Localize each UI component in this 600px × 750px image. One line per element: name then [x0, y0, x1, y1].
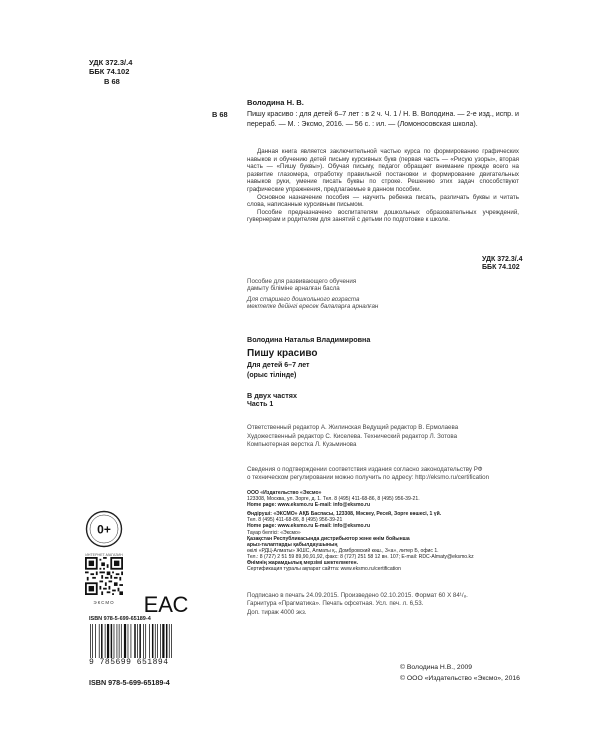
age-rating-icon: [85, 510, 123, 548]
bbk-line: ББК 74.102: [89, 67, 130, 77]
publisher-line: Home page: www.eksmo.ru E-mail: info@eksmo.ru: [247, 523, 371, 530]
barcode-bar: [139, 624, 141, 658]
eac-label: ЕАС: [143, 592, 189, 617]
barcode-bar: [166, 624, 168, 658]
barcode-bar: [157, 624, 158, 658]
publisher-line: арыз-талаптарды қабылдаушының: [247, 541, 338, 548]
kz-note-line: Пособие для развивающего обучения: [247, 278, 357, 285]
publisher-line: Қазақстан Республикасында дистрибьютор және өнiм бойынша: [247, 535, 410, 542]
barcode-bar: [162, 624, 164, 658]
publisher-line: Өнiмнiң жарамдылық мерзiмi шектелмеген.: [247, 560, 358, 567]
publisher-line: ООО «Издательство «Эксмо»: [247, 490, 322, 496]
publisher-line: Home page: www.eksmo.ru E-mail: info@eksmo.ru: [247, 502, 371, 509]
barcode-bar: [101, 624, 103, 658]
qr-code-icon[interactable]: [85, 557, 123, 595]
barcode-bar: [143, 624, 144, 658]
publisher-line: 123308, Москва, ул. Зорге, д. 1. Тел. 8 (495) 411-68-86, 8 (495) 956-39-21.: [247, 496, 420, 503]
qr-brand: ЭКСМО: [93, 600, 115, 605]
qr-label: ИНТЕРНЕТ-МАГАЗИН: [85, 553, 123, 557]
publisher-line: өкiлi «РДЦ-Алматы» ЖШС, Алматы қ., Домбровский көш., 3«а», литер Б, офис 1.: [247, 547, 439, 554]
barcode-bar: [114, 624, 115, 658]
isbn-barcode-label: ISBN 978-5-699-65189-4: [89, 616, 151, 622]
print-line: Подписано в печать 24.09.2015. Произведено 02.10.2015. Формат 60 X 84¹/₈.: [247, 592, 468, 599]
barcode-bar: [119, 624, 120, 658]
udc-right-block: [482, 256, 523, 273]
editor-line: Художественный редактор С. Киселева. Технический редактор Л. Зотова: [247, 432, 458, 440]
udc-line: УДК 372.3/.4: [89, 58, 133, 67]
publisher-line: Тел. 8 (495) 411-68-86, 8 (495) 956-39-21: [247, 517, 343, 524]
barcode-bar: [160, 624, 161, 658]
eac-mark-icon: [143, 592, 189, 617]
author-full-name: Володина Наталья Владимировна: [247, 335, 371, 344]
barcode-bar: [111, 624, 113, 658]
author-sign: В 68: [212, 110, 228, 119]
print-info: [247, 592, 547, 617]
kz-note-2: [247, 296, 447, 311]
book-title: Пишу красиво: [247, 348, 318, 359]
bib-author: Володина Н. В.: [247, 98, 304, 107]
barcode-icon: [89, 624, 185, 658]
barcode-bar: [107, 624, 109, 658]
kz-note-line: Для старшего дошкольного возраста: [247, 296, 360, 303]
barcode-bar: [152, 624, 154, 658]
publisher-line: Өндiрушi: «ЭКСМО» АҚБ Баспасы, 123308, Мәскеу, Ресей, Зорге көшесi, 1 үй.: [247, 511, 442, 518]
publisher-line: Сертификация туралы ақпарат сайтта: www.eksmo.ru/certification: [247, 566, 401, 573]
qr-block: [85, 553, 123, 605]
certification-note: [247, 466, 547, 481]
copyright-line: © ООО «Издательство «Эксмо», 2016: [400, 675, 520, 682]
barcode-bar: [155, 624, 156, 658]
cert-line: о техническом регулировании можно получить по адресу: http://eksmo.ru/certification: [247, 473, 490, 481]
barcode-bar: [149, 624, 150, 658]
barcode-bar: [117, 624, 118, 658]
barcode-bar: [137, 624, 138, 658]
barcode-number: 9 785699 651894: [89, 658, 169, 667]
barcode-bar: [134, 624, 136, 658]
kz-note-1: [247, 278, 447, 293]
age-rating-label: 0+: [97, 522, 111, 537]
book-language: (орыс тiлiнде): [247, 372, 297, 379]
barcode-bar: [124, 624, 126, 658]
barcode-bar: [95, 624, 96, 658]
abstract-paragraph: Основное назначение пособия — научить ребенка писать, различать буквы и читать слова, написанные курсивным письмом.: [247, 193, 519, 209]
editors-credits: [247, 424, 547, 450]
barcode-bar: [171, 624, 172, 658]
publisher-info: [247, 490, 522, 572]
kz-note-line: дамыту бiлiмiне арналған басла: [247, 285, 340, 293]
barcode-bar: [121, 624, 122, 658]
isbn: ISBN 978-5-699-65189-4: [89, 678, 170, 687]
part-number: Часть 1: [247, 401, 274, 408]
copyright-line: © Володина Н.В., 2009: [400, 664, 473, 671]
barcode-bar: [169, 624, 170, 658]
barcode-bar: [99, 624, 100, 658]
editor-line: Ответственный редактор А. Жилинская Ведущий редактор В. Ермолаева: [247, 424, 459, 431]
parts-label: В двух частях: [247, 391, 297, 400]
editor-line: Компьютерная верстка Л. Кузьминова: [247, 441, 357, 449]
abstract-paragraph: Данная книга является заключительной частью курса по формированию графических навыков и обучению детей письму курсивных букв (первая часть — «Рисую узоры», вторая часть — «Пишу буквы»). Обучая письму, педагог обращает внимание прежде всего на развитие глазомера, отработку правильной постановки и формирование двигательных навыков руки, умение писать буквы по строке. Решению этих задач способствуют графические упражнения, предлагаемые в данном пособии.: [247, 148, 519, 193]
abstract: [247, 148, 519, 224]
bib-description: Пишу красиво : для детей 6–7 лет : в 2 ч. Ч. 1 / Н. В. Володина. — 2-е изд., испр. и перераб. — М. : Эксмо, 2016. — 56 с. : ил. — (Ломоносовская школа).: [247, 110, 519, 128]
bbk-line: ББК 74.102: [482, 264, 520, 272]
barcode-bar: [145, 624, 146, 658]
barcode-bar: [131, 624, 132, 658]
udc-block: [89, 58, 132, 86]
book-subtitle: Для детей 6–7 лет: [247, 362, 310, 369]
print-line: Гарнитура «Прагматика». Печать офсетная. Усл. печ. л. 6,53.: [247, 600, 424, 608]
udc-line: УДК 372.3/.4: [482, 256, 523, 263]
barcode-bar: [90, 624, 91, 658]
author-sign-line: В 68: [104, 76, 120, 86]
print-line: Доп. тираж 4000 экз.: [247, 608, 307, 616]
barcode-bar: [105, 624, 106, 658]
publisher-line: Тел.: 8 (727) 2 51 59 89,90,91,92, факс: 8 (727) 251 58 12 вн. 107; E-mail: RDC-Almaty@eksmo.kz: [247, 553, 474, 560]
cert-line: Сведения о подтверждении соответствия издания согласно законодательству РФ: [247, 466, 483, 473]
barcode-bar: [128, 624, 129, 658]
publisher-line: Тауар белгiсi: «Эксмо»: [247, 529, 301, 536]
barcode-bar: [92, 624, 93, 658]
kz-note-line: мектепке дейiнгi ересек балаларға арналған: [247, 303, 379, 311]
abstract-paragraph: Пособие предназначено воспитателям дошкольных образовательных учреждений, гувернерам и родителям для занятий с детьми по подготовке к школе.: [247, 208, 519, 224]
